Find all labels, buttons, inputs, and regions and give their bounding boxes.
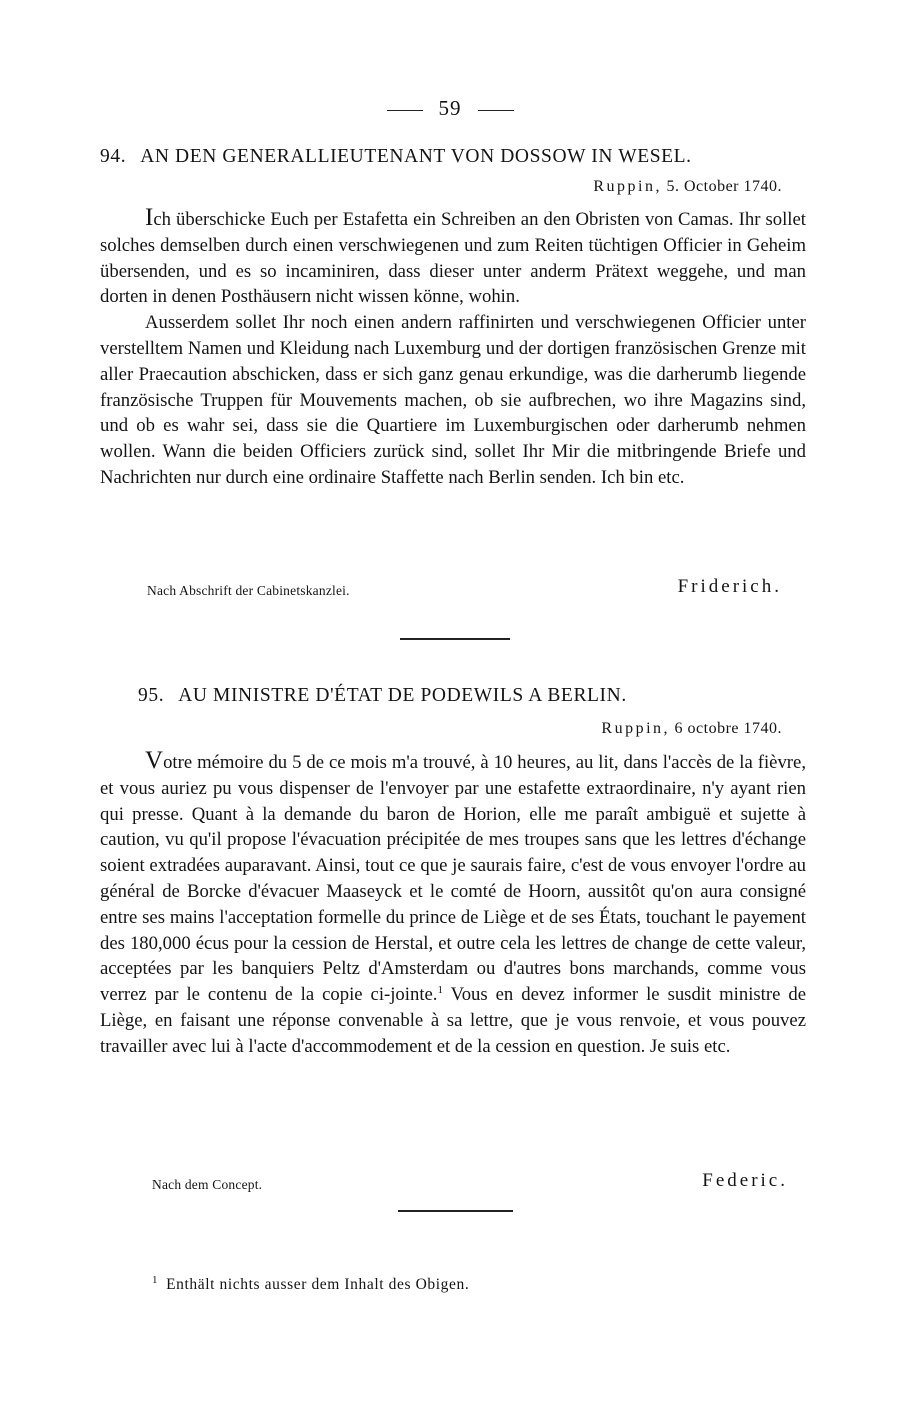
- letter-95-dateline: [601, 720, 782, 738]
- letter-95-body: [100, 748, 806, 1060]
- page-number-dash-right: [478, 110, 514, 111]
- footnote-marker: 1: [152, 1273, 159, 1286]
- letter-95-date: 6 octobre 1740.: [674, 720, 782, 737]
- letter-94-source-note: Nach Abschrift der Cabinetskanzlei.: [147, 583, 350, 598]
- footnote: [152, 1273, 470, 1294]
- letter-94-date: 5. October 1740.: [666, 178, 782, 195]
- letter-94-title: AN DEN GENERALLIEUTENANT VON DOSSOW IN WESEL.: [140, 146, 692, 167]
- letter-95-text-part-2: Vous en devez informer le susdit ministre de Liège, en faisant une réponse convenable à sa lettre, que je vous renvoie, et vous pouvez travailler avec lui à l'acte d'accommodement et de la cession en question. Je suis etc.: [100, 984, 806, 1057]
- letter-94-heading: [100, 146, 800, 168]
- page-number: 59: [438, 96, 462, 120]
- letter-94-dateline: [593, 178, 782, 196]
- letter-94-paragraph-1: Ich überschicke Euch per Estafetta ein Schreiben an den Obristen von Camas. Ihr sollet solches demselben durch einen verschwiegenen und zum Reiten tüchtigen Officier in Geheim übersenden, und es so incaminiren, dass dieser unter anderm Prätext weggehe, und man dorten in denen Posthäusern nicht wissen könne, wohin.: [100, 204, 806, 308]
- section-divider-2: [398, 1210, 513, 1212]
- section-divider-1: [400, 638, 510, 640]
- page-number-dash-left: [387, 110, 423, 111]
- letter-94-signature: Friderich.: [677, 576, 782, 597]
- letter-94-number: 94.: [100, 146, 127, 167]
- letter-94-paragraph-2: Ausserdem sollet Ihr noch einen andern raffinirten und verschwiegenen Officier unter verstelltem Namen und Kleidung nach Luxemburg und der dortigen französischen Grenze mit aller Praecaution abschicken, dass er sich ganz genau erkundige, was die darherumb liegende französische Truppen für Mouvements machen, ob sie aufbrechen, wo ihre Magazins sind, und ob es wahr sei, dass sie die Quartiere im Luxemburgischen oder darherumb nehmen wollen. Wann die beiden Officiers zurück sind, sollet Ihr Mir die mitbringende Briefe und Nachrichten nur durch eine ordinaire Staffette nach Berlin senden. Ich bin etc.: [100, 312, 806, 488]
- letter-95-place: Ruppin,: [601, 720, 671, 737]
- letter-95-heading: [138, 685, 838, 707]
- letter-95-text-part-1: Votre mémoire du 5 de ce mois m'a trouvé, à 10 heures, au lit, dans l'accès de la fièvre, et vous auriez pu vous dispenser de l'envoyer par une estafette extraordinaire, n'y ayant rien qui presse. Quant à la demande du baron de Horion, elle me paraît ambiguë et sujette à caution, vu qu'il propose l'évacuation précipitée de mes troupes sans que les lettres d'échange soient extradées auparavant. Ainsi, tout ce que je saurais faire, c'est de vous envoyer l'ordre au général de Borcke d'évacuer Maaseyck et le comté de Hoorn, aussitôt qu'on aura consigné entre ses mains l'acceptation formelle du prince de Liège et de ses États, touchant le payement des 180,000 écus pour la cession de Herstal, et outre cela les lettres de change de cette valeur, acceptées par les banquiers Peltz d'Amsterdam ou d'autres bons marchands, comme vous verrez par le contenu de la copie ci-jointe.: [100, 747, 806, 1006]
- footnote-text: Enthält nichts ausser dem Inhalt des Obigen.: [166, 1276, 470, 1293]
- page-number-line: [0, 96, 900, 121]
- letter-95-title: AU MINISTRE D'ÉTAT DE PODEWILS A BERLIN.: [178, 685, 627, 706]
- letter-95-source-note: Nach dem Concept.: [152, 1177, 263, 1192]
- letter-95-paragraph: [100, 748, 806, 1060]
- letter-95-number: 95.: [138, 685, 165, 706]
- footnote-reference: 1: [437, 983, 443, 996]
- letter-94-place: Ruppin,: [593, 178, 662, 195]
- letter-94-body: [100, 205, 806, 491]
- letter-95-signature: Federic.: [702, 1170, 788, 1191]
